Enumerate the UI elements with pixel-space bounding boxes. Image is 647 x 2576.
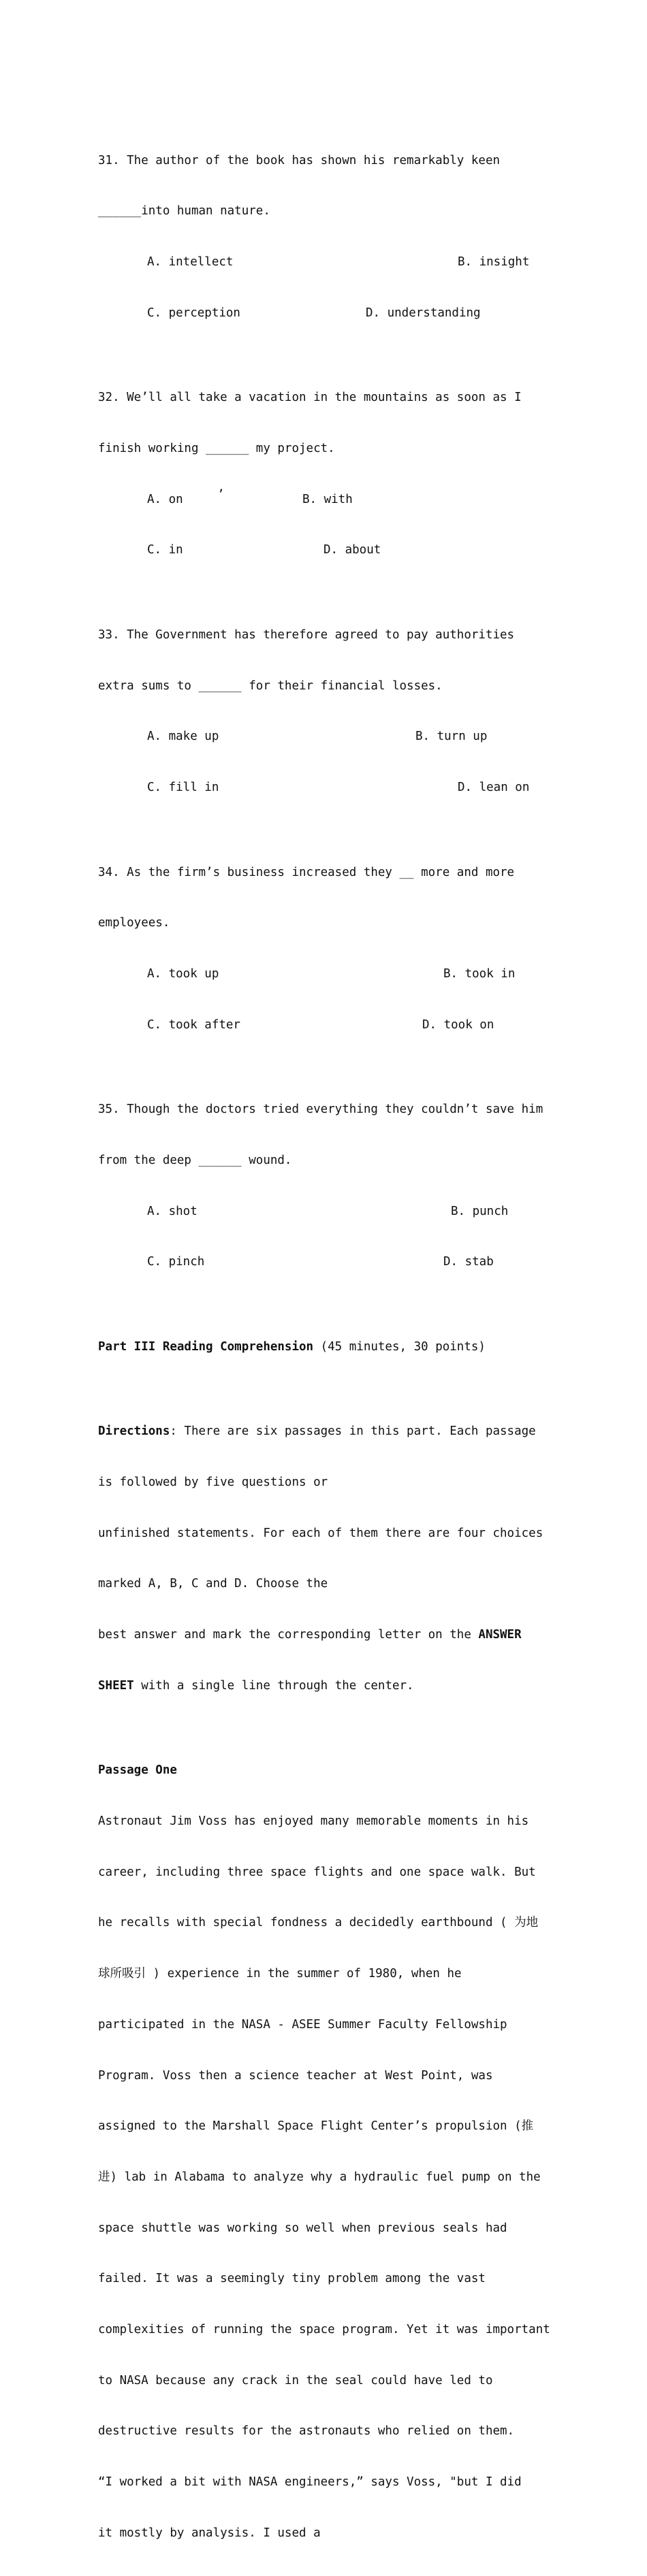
question-32-option-a: A. on <box>147 492 183 506</box>
directions-line-3: unfinished statements. For each of them there are four choices <box>98 1526 543 1540</box>
question-31-stem-line-1: 31. The author of the book has shown his remarkably keen <box>98 153 501 167</box>
question-32-stray-mark: ’ <box>217 487 225 502</box>
question-32-stem-line-2: finish working ______ my project. <box>98 441 335 455</box>
part-3-title: Part III Reading Comprehension <box>98 1339 314 1354</box>
directions-label: Directions <box>98 1424 170 1439</box>
passage-line: assigned to the Marshall Space Flight Center’s propulsion (推 <box>98 2119 534 2134</box>
passage-line: 球所吸引 ) experience in the summer of 1980, when he <box>98 1967 462 1981</box>
passage-heading: Passage One <box>98 1763 177 1778</box>
passage-line: it mostly by analysis. I used a <box>98 2526 321 2540</box>
passage-line: 进) lab in Alabama to analyze why a hydraulic fuel pump on the <box>98 2170 541 2184</box>
question-34-option-b: B. took in <box>443 966 516 981</box>
question-32-options-row-2 <box>98 542 575 559</box>
passage-line: failed. It was a seemingly tiny problem among the vast <box>98 2272 486 2286</box>
question-35-options-row-1 <box>98 1203 575 1220</box>
question-33-stem-line-1: 33. The Government has therefore agreed to pay authorities <box>98 627 515 642</box>
question-32-option-d: D. about <box>324 543 381 557</box>
answer-sheet-term-2: SHEET <box>98 1678 134 1693</box>
passage-line: he recalls with special fondness a decidedly earthbound ( 为地 <box>98 1916 539 1930</box>
passage-line: “I worked a bit with NASA engineers,” says Voss, "but I did <box>98 2475 522 2490</box>
question-32-option-b: B. with <box>302 492 353 506</box>
part-3-heading <box>98 1339 575 1356</box>
question-31-option-b: B. insight <box>458 255 530 270</box>
directions-line-6 <box>98 1678 575 1695</box>
question-33-stem-line-2: extra sums to ______ for their financial losses. <box>98 679 443 693</box>
directions-text-5: best answer and mark the corresponding letter on the <box>98 1628 479 1642</box>
passage-line: complexities of running the space program. Yet it was important <box>98 2323 550 2337</box>
question-33-option-a: A. make up <box>147 730 219 744</box>
question-35-stem-line-1: 35. Though the doctors tried everything they couldn’t save him <box>98 1103 543 1117</box>
directions-line-1 <box>98 1423 575 1440</box>
question-34-stem-line-2: employees. <box>98 916 170 930</box>
passage-line: space shuttle was working so well when previous seals had <box>98 2221 507 2235</box>
question-33-option-c: C. fill in <box>147 780 219 794</box>
question-31-option-c: C. perception <box>147 306 240 320</box>
passage-line: career, including three space flights and one space walk. But <box>98 1865 536 1879</box>
question-35-options-row-2 <box>98 1254 575 1271</box>
question-34-options-row-2 <box>98 1017 575 1034</box>
question-33-options-row-2 <box>98 779 575 796</box>
question-33-options-row-1 <box>98 728 575 745</box>
question-33-option-d: D. lean on <box>458 780 530 794</box>
passage-line: Astronaut Jim Voss has enjoyed many memorable moments in his <box>98 1814 529 1828</box>
question-32-stem-line-1: 32. We’ll all take a vacation in the mountains as soon as I <box>98 391 522 405</box>
question-35-option-a: A. shot <box>147 1204 198 1218</box>
question-31-options-row-1 <box>98 254 575 271</box>
question-32-options-row-1 <box>98 487 575 508</box>
passage-line: destructive results for the astronauts who relied on them. <box>98 2424 515 2439</box>
passage-line: Program. Voss then a science teacher at West Point, was <box>98 2068 493 2083</box>
question-34-stem-line-1: 34. As the firm’s business increased they __ more and more <box>98 865 515 879</box>
question-34-option-c: C. took after <box>147 1017 240 1032</box>
question-33-option-b: B. turn up <box>415 730 488 744</box>
question-35-option-b: B. punch <box>451 1204 509 1218</box>
directions-text-6: with a single line through the center. <box>133 1678 414 1693</box>
part-3-meta: (45 minutes, 30 points) <box>313 1339 486 1354</box>
passage-line: to NASA because any crack in the seal could have led to <box>98 2373 493 2387</box>
question-34-option-a: A. took up <box>147 966 219 981</box>
directions-text-1: : There are six passages in this part. Each passage <box>170 1424 536 1439</box>
question-35-option-c: C. pinch <box>147 1255 205 1269</box>
question-31-options-row-2 <box>98 305 575 322</box>
question-31-stem-line-2: ______into human nature. <box>98 204 270 218</box>
question-34-option-d: D. took on <box>422 1017 494 1032</box>
passage-line: participated in the NASA - ASEE Summer Faculty Fellowship <box>98 2017 507 2032</box>
question-31-option-d: D. understanding <box>366 306 481 320</box>
directions-line-2: is followed by five questions or <box>98 1475 328 1489</box>
question-35-stem-line-2: from the deep ______ wound. <box>98 1153 292 1167</box>
directions-line-4: marked A, B, C and D. Choose the <box>98 1577 328 1591</box>
answer-sheet-term-1: ANSWER <box>478 1628 522 1642</box>
directions-line-5 <box>98 1627 575 1644</box>
document-page <box>98 84 575 2576</box>
question-32-option-c: C. in <box>147 543 183 557</box>
question-31-option-a: A. intellect <box>147 255 234 270</box>
question-35-option-d: D. stab <box>443 1255 494 1269</box>
question-34-options-row-1 <box>98 966 575 983</box>
